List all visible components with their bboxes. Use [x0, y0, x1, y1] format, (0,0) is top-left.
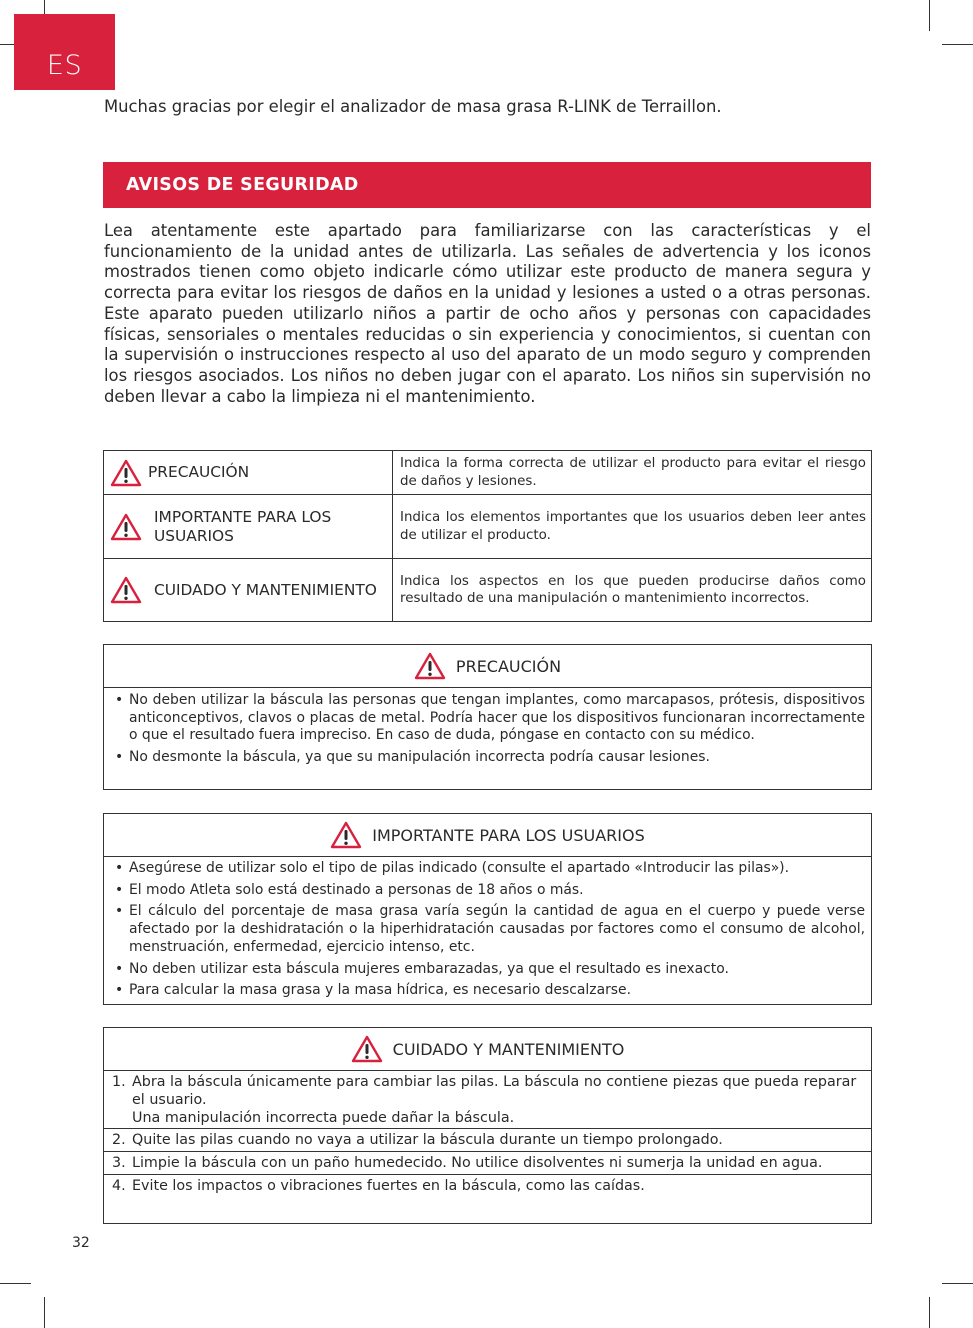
intro-text: Muchas gracias por elegir el analizador de masa grasa R-LINK de Terraillon. — [104, 97, 722, 116]
safety-paragraph: Lea atentamente este apartado para familiarizarse con las características y el funcionamiento de la unidad antes de utilizarla. Las señales de advertencia y los iconos mostrados tienen como objeto indicarle cómo utilizar este producto de manera segura y correcta para evitar los riesgos de daños en la unidad y lesiones a usted o a otras personas. Este aparato pueden utilizarlo niños a partir de ocho años y personas con capacidades físicas, sensoriales o mentales reducidas o sin experiencia y conocimientos, si cuentan con la supervisión o instrucciones respecto al uso del aparato de un modo seguro y comprenden los riesgos asociados. Los niños no deben jugar con el aparato. Los niños sin supervisión no deben llevar a cabo la limpieza ni el mantenimiento. — [104, 221, 871, 406]
warning-triangle-icon — [414, 652, 446, 680]
legend-description: Indica los aspectos en los que pueden producirse daños como resultado de una manipulación o mantenimiento incorrectos. — [393, 559, 872, 622]
legend-row — [104, 559, 872, 622]
crop-mark — [929, 1297, 930, 1328]
item-number: 1. — [112, 1074, 126, 1090]
box-title: IMPORTANTE PARA LOS USUARIOS — [372, 825, 645, 845]
crop-mark — [0, 1283, 31, 1284]
legend-label: IMPORTANTE PARA LOS USUARIOS — [154, 507, 332, 545]
list-item: • Para calcular la masa grasa y la masa hídrica, es necesario descalzarse. — [115, 982, 865, 1000]
legend-row — [104, 495, 872, 559]
list-item — [104, 1174, 871, 1196]
box-title: CUIDADO Y MANTENIMIENTO — [392, 1039, 625, 1059]
list-item: • No desmonte la báscula, ya que su manipulación incorrecta podría causar lesiones. — [115, 749, 865, 767]
list-item: • No deben utilizar la báscula las personas que tengan implantes, como marcapasos, prótesis, dispositivos anticonceptivos, clavos o placas de metal. Podría hacer que los dispositivos funcionaran incorrectamente o que el resultado fuera impreciso. En caso de duda, póngase en contacto con su médico. — [115, 692, 865, 745]
item-text: Quite las pilas cuando no vaya a utilizar la báscula durante un tiempo prolongado. — [132, 1132, 723, 1149]
warning-triangle-icon — [110, 576, 142, 604]
legend-label: CUIDADO Y MANTENIMIENTO — [154, 580, 377, 599]
crop-mark — [44, 1297, 45, 1328]
warning-triangle-icon — [351, 1035, 383, 1063]
section-title: AVISOS DE SEGURIDAD — [126, 175, 359, 195]
box-header — [104, 1028, 871, 1071]
language-code: ES — [46, 50, 83, 81]
legend-table — [103, 450, 872, 622]
crop-mark — [942, 1283, 973, 1284]
section-banner — [103, 162, 871, 208]
box-header — [104, 645, 871, 688]
care-box — [103, 1027, 872, 1224]
item-text: Evite los impactos o vibraciones fuertes en la báscula, como las caídas. — [132, 1177, 645, 1194]
list-item — [104, 1129, 871, 1152]
page-number: 32 — [72, 1235, 90, 1251]
item-text: Una manipulación incorrecta puede dañar la báscula. — [132, 1109, 515, 1126]
list-item — [104, 1152, 871, 1175]
bullet-list — [104, 688, 871, 767]
item-text: Limpie la báscula con un paño humedecido. No utilice disolventes ni sumerja la unidad en agua. — [132, 1155, 823, 1172]
box-header — [104, 814, 871, 857]
crop-mark — [929, 0, 930, 31]
legend-row — [104, 451, 872, 495]
warning-triangle-icon — [110, 459, 142, 487]
warning-triangle-icon — [330, 821, 362, 849]
language-tab — [14, 14, 115, 90]
list-item: • El modo Atleta solo está destinado a personas de 18 años o más. — [115, 882, 865, 900]
important-box — [103, 813, 872, 1005]
list-item — [104, 1071, 871, 1129]
item-number: 3. — [112, 1155, 126, 1172]
list-item: • No deben utilizar esta báscula mujeres embarazadas, ya que el resultado es inexacto. — [115, 961, 865, 979]
bullet-list — [104, 857, 871, 1000]
warning-triangle-icon — [110, 513, 142, 541]
list-item: • El cálculo del porcentaje de masa grasa varía según la cantidad de agua en el cuerpo y puede verse afectado por la deshidratación o la hiperhidratación causadas por factores como el consumo de alcohol, menstruación, enfermedad, ejercicio intenso, etc. — [115, 903, 865, 956]
item-number: 4. — [112, 1177, 126, 1194]
legend-description: Indica los elementos importantes que los usuarios deben leer antes de utilizar el producto. — [393, 495, 872, 559]
legend-description: Indica la forma correcta de utilizar el producto para evitar el riesgo de daños y lesiones. — [393, 451, 872, 495]
item-number: 2. — [112, 1132, 126, 1149]
box-title: PRECAUCIÓN — [455, 656, 562, 676]
crop-mark — [942, 44, 973, 45]
precaution-box — [103, 644, 872, 790]
list-item: • Asegúrese de utilizar solo el tipo de pilas indicado (consulte el apartado «Introducir las pilas»). — [115, 860, 865, 878]
item-text: Abra la báscula únicamente para cambiar las pilas. La báscula no contiene piezas que pueda reparar el usuario. — [132, 1074, 857, 1108]
numbered-list — [104, 1071, 871, 1197]
legend-label: PRECAUCIÓN — [148, 463, 250, 481]
